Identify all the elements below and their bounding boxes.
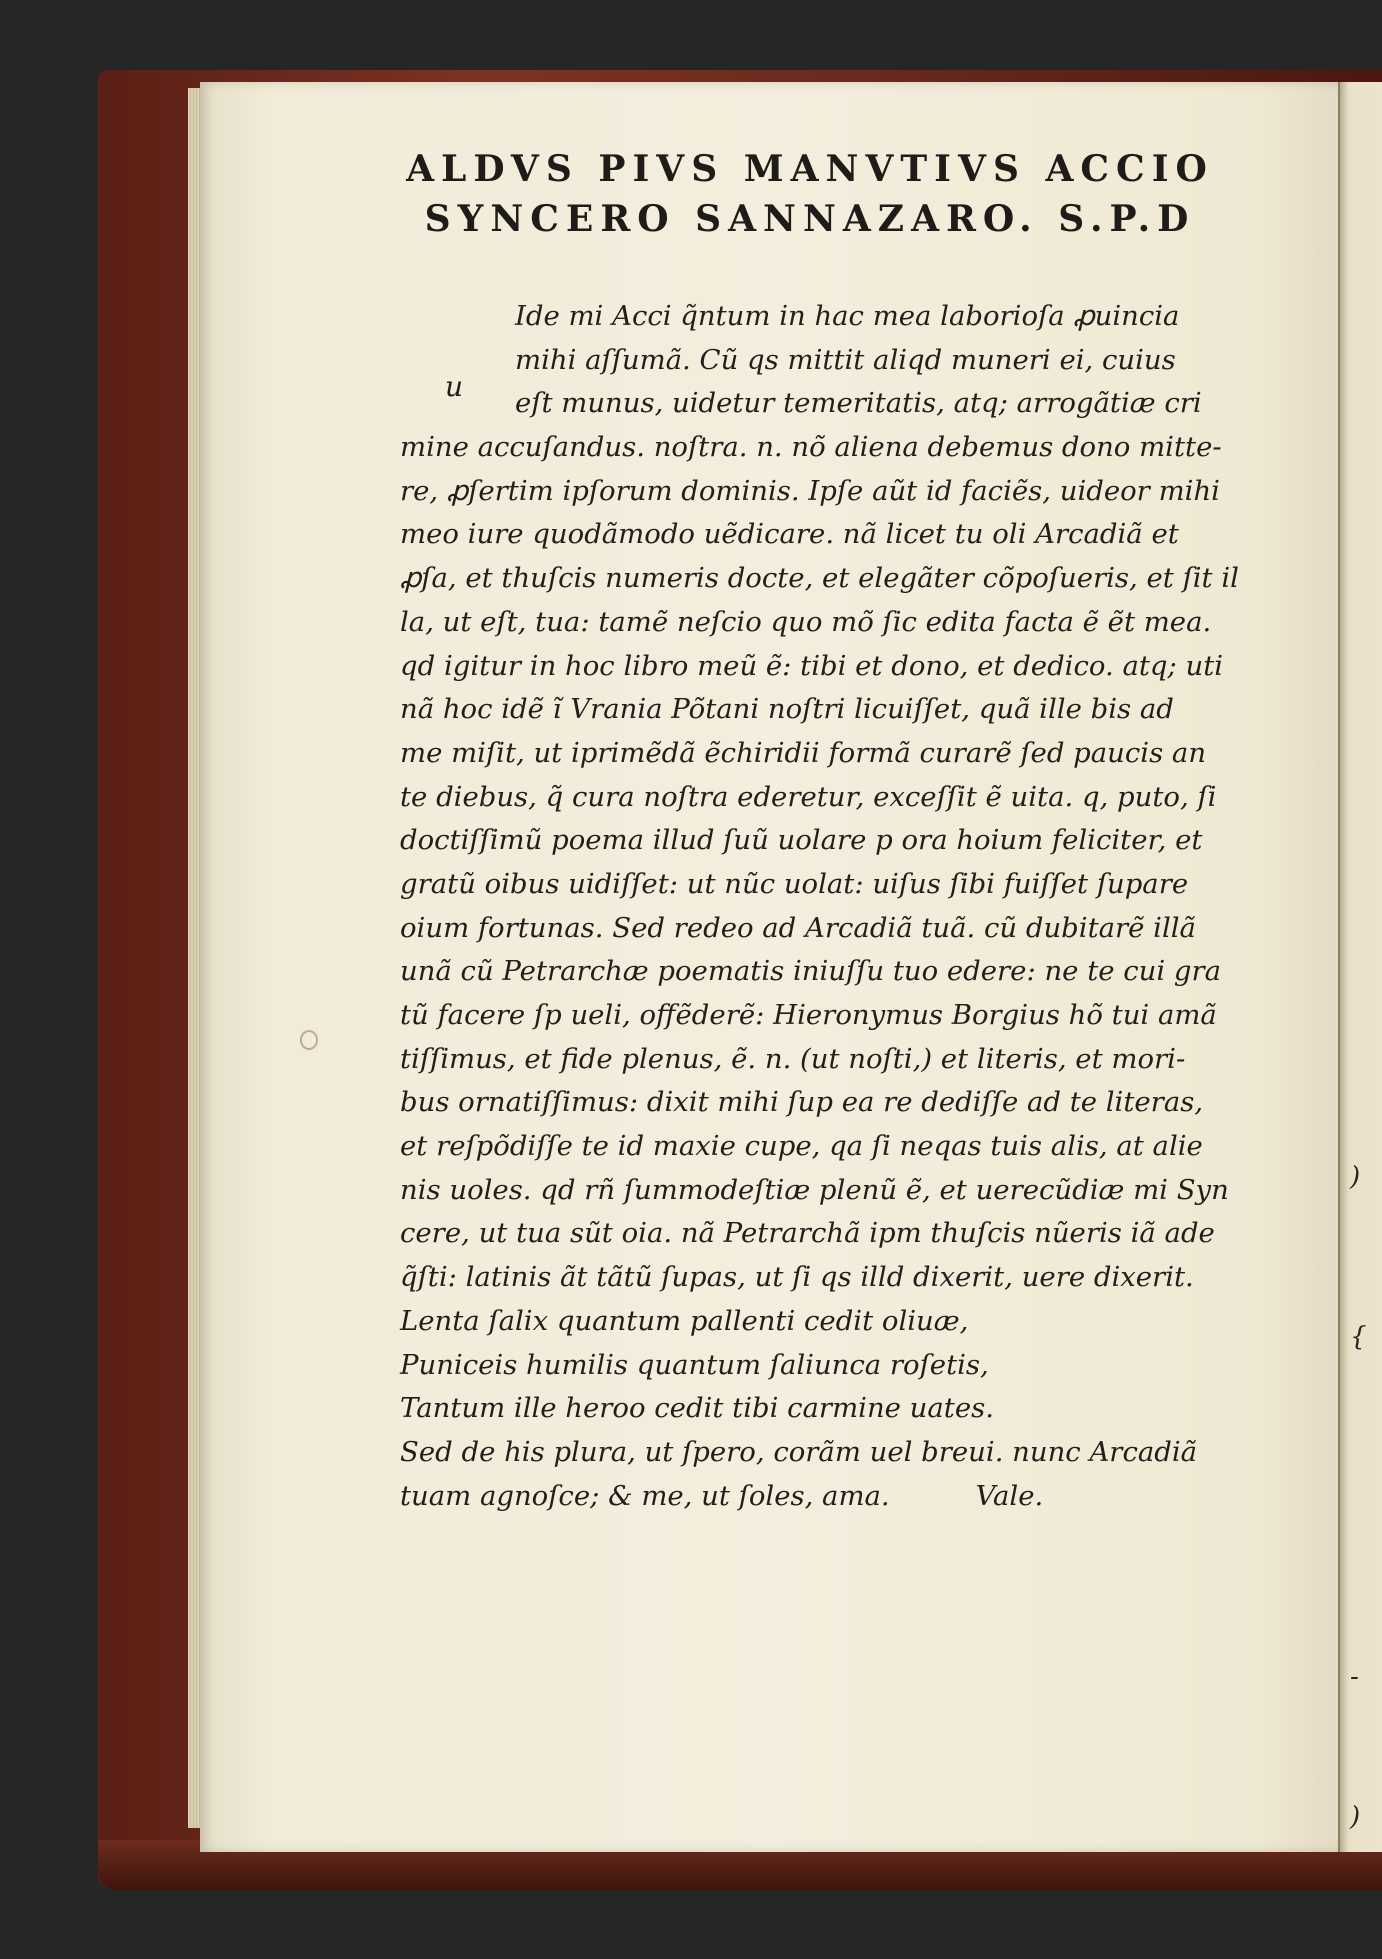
text-line: Ide mi Acci q̃ntum in hac mea laborioſa ꝓuincia — [515, 300, 1180, 332]
text-line: la, ut eſt, tua: tamẽ neſcio quo mõ ſic edita facta ẽ ẽt mea. — [400, 605, 1212, 638]
text-line: me miſit, ut iprimẽdã ẽchiridii formã curarẽ ſed paucis an — [400, 736, 1207, 769]
text-line: cere, ut tua sũt oia. nã Petrarchã ipm thuſcis nũeris iã ade — [400, 1217, 1215, 1250]
text-line: unã cũ Petrarchæ poematis iniuſſu tuo edere: ne te cui gra — [400, 955, 1222, 988]
text-line: mihi aſſumã. Cũ qs mittit aliqd muneri ei, cuius — [515, 343, 1176, 376]
verse-line: Tantum ille heroo cedit tibi carmine uates. — [400, 1392, 994, 1425]
text-line: et reſpõdiſſe te id maxie cupe, qa ſi neqas tuis alis, at alie — [400, 1130, 1203, 1163]
text-line: doctiſſimũ poema illud ſuũ uolare p ora hoium feliciter, et — [400, 824, 1203, 857]
text-line: meo iure quodãmodo uẽdicare. nã licet tu oli Arcadiã et — [400, 518, 1179, 551]
letter-body — [400, 295, 1239, 1518]
next-page-fragment: ) — [1350, 1162, 1361, 1192]
text-line: oium fortunas. Sed redeo ad Arcadiã tuã. cũ dubitarẽ illã — [400, 911, 1196, 944]
next-page-edge — [1338, 82, 1382, 1852]
text-line: nã hoc idẽ ĩ Vrania Põtani noſtri licuiſſet, quã ille bis ad — [400, 693, 1174, 726]
text-line: q̃ſti: latinis ãt tãtũ ſupas, ut ſi qs illd dixerit, uere dixerit. — [400, 1261, 1194, 1294]
text-line: ꝓſa, et thuſcis numeris docte, et elegãter cõpoſueris, et ſit il — [400, 562, 1239, 595]
text-line: qd igitur in hoc libro meũ ẽ: tibi et dono, et dedico. atq; uti — [400, 649, 1224, 682]
text-line: te diebus, q̃ cura noſtra ederetur, exceſſit ẽ uita. q, puto, ſi — [400, 780, 1217, 813]
text-line: eſt munus, uidetur temeritatis, atq; arrogãtiæ cri — [515, 387, 1202, 420]
closing-text: tuam agnoſce; & me, ut ſoles, ama. — [400, 1479, 890, 1512]
text-line: re, ꝓſertim ipſorum dominis. Ipſe aũt id faciẽs, uideor mihi — [400, 474, 1220, 507]
next-page-fragment: { — [1350, 1322, 1367, 1352]
guide-letter: u — [445, 370, 464, 403]
text-line: nis uoles. qd rñ ſummodeſtiæ plenũ ẽ, et uerecũdiæ mi Syn — [400, 1173, 1229, 1206]
text-line: tiſſimus, et fide plenus, ẽ. n. (ut noſti,) et literis, et mori- — [400, 1042, 1186, 1075]
next-page-fragment: ) — [1350, 1802, 1361, 1832]
closing-line — [400, 1475, 1208, 1519]
page-heading-line-2: SYNCERO SANNAZARO. S.P.D — [424, 198, 1196, 240]
verse-line: Puniceis humilis quantum ſaliunca roſetis, — [400, 1348, 989, 1381]
next-page-fragment: - — [1350, 1662, 1359, 1692]
verse-line: Lenta ſalix quantum pallenti cedit oliuæ, — [400, 1304, 969, 1337]
text-line: mine accuſandus. noſtra. n. nõ aliena debemus dono mitte- — [400, 431, 1222, 464]
valediction: Vale. — [975, 1479, 1044, 1512]
text-line: tũ facere ſp ueli, offẽderẽ: Hieronymus Borgius hõ tui amã — [400, 999, 1217, 1031]
page-heading-line-1: ALDVS PIVS MANVTIVS ACCIO — [406, 148, 1214, 190]
text-line: Sed de his plura, ut ſpero, corãm uel breui. nunc Arcadiã — [400, 1435, 1198, 1468]
page-hole — [300, 1030, 318, 1050]
text-line: gratũ oibus uidiſſet: ut nũc uolat: uiſus ſibi fuiſſet ſupare — [400, 867, 1189, 900]
text-line: bus ornatiſſimus: dixit mihi ſup ea re dediſſe ad te literas, — [400, 1086, 1204, 1119]
